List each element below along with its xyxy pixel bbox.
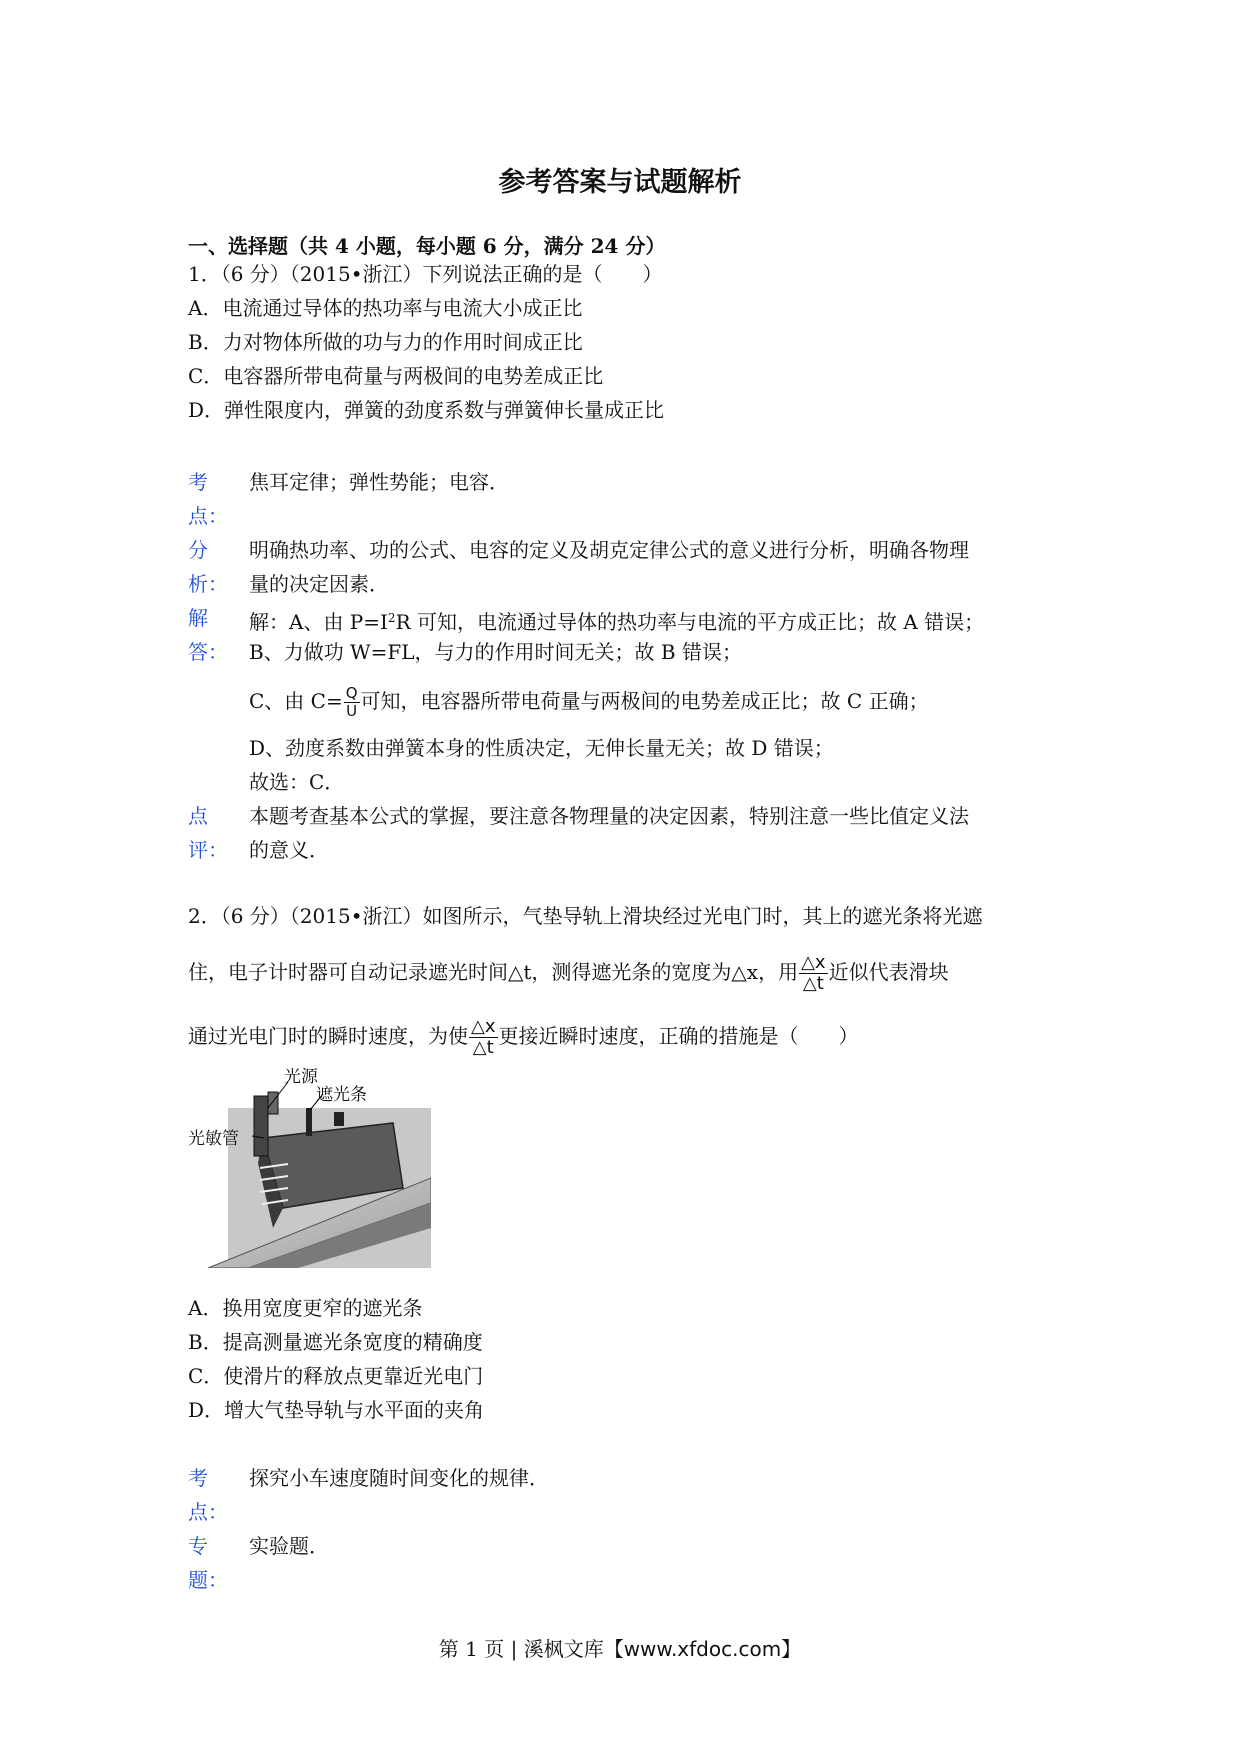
delta-fraction-1 — [799, 954, 828, 993]
q1-jieda-sup: 2 — [387, 611, 396, 625]
page-footer — [0, 1633, 1240, 1662]
q1-jieda-3b: 可知，电容器所带电荷量与两极间的电势差成正比；故 C 正确； — [360, 689, 929, 713]
q1-option-b: B．力对物体所做的功与力的作用时间成正比 — [188, 330, 583, 354]
q1-jieda-line-3 — [249, 686, 929, 719]
section-heading: 一、选择题（共 4 小题，每小题 6 分，满分 24 分） — [188, 234, 666, 258]
air-track-figure — [188, 1068, 431, 1268]
q2-stem-3a: 通过光电门时的瞬时速度，为使 — [188, 1024, 468, 1048]
q1-option-d: D．弹性限度内，弹簧的劲度系数与弹簧伸长量成正比 — [188, 398, 665, 422]
q2-zhuanti-label-1: 专 — [188, 1534, 208, 1558]
footer-site-link[interactable]: 【www.xfdoc.com】 — [603, 1637, 802, 1661]
footer-page: 第 1 页 | 溪枫文库 — [438, 1637, 604, 1661]
q2-stem-line-2 — [188, 954, 949, 993]
q1-option-a: A．电流通过导体的热功率与电流大小成正比 — [188, 296, 583, 320]
q1-jieda-label-1: 解 — [188, 606, 208, 630]
page-title: 参考答案与试题解析 — [498, 167, 742, 198]
q1-jieda-3a: C、由 C= — [249, 689, 343, 713]
q1-dianping-label-2: 评： — [188, 838, 228, 862]
q1-jieda-line-4: D、劲度系数由弹簧本身的性质决定，无伸长量无关；故 D 错误； — [249, 736, 834, 760]
q2-option-b: B．提高测量遮光条宽度的精确度 — [188, 1330, 483, 1354]
q2-stem-3b: 更接近瞬时速度，正确的措施是（ ） — [498, 1024, 859, 1048]
q1-jieda-label-2: 答： — [188, 640, 228, 664]
q1-fenxi-label-1: 分 — [188, 538, 208, 562]
q1-fenxi-label-2: 析： — [188, 572, 228, 596]
q1-jieda-line-5: 故选：C． — [249, 770, 345, 794]
delta-fraction-2 — [469, 1018, 498, 1057]
q1-jieda-1a: 解：A、由 P=I — [249, 610, 388, 634]
q2-kaodian-label-2: 点： — [188, 1500, 228, 1524]
q2-stem-line-1: 2．（6 分）（2015•浙江）如图所示，气垫导轨上滑块经过光电门时，其上的遮光条将光遮 — [188, 904, 983, 928]
fraction-denominator: △t — [802, 973, 824, 994]
fraction-numerator: △x — [801, 952, 826, 973]
q2-zhuanti-label-2: 题： — [188, 1568, 228, 1592]
q1-dianping-line-2: 的意义． — [249, 838, 329, 862]
q2-stem-2b: 近似代表滑块 — [828, 960, 949, 984]
fraction-denominator: △t — [472, 1037, 494, 1058]
q1-dianping-line-1: 本题考查基本公式的掌握，要注意各物理量的决定因素，特别注意一些比值定义法 — [249, 804, 969, 828]
q1-jieda-1b: R 可知，电流通过导体的热功率与电流的平方成正比；故 A 错误； — [395, 610, 985, 634]
q2-stem-line-3 — [188, 1018, 859, 1057]
q1-jieda-line-1 — [249, 606, 984, 634]
q1-kaodian-label-1: 考 — [188, 470, 208, 494]
q2-kaodian: 探究小车速度随时间变化的规律． — [249, 1466, 549, 1490]
fraction-denominator: U — [346, 702, 358, 720]
q1-fenxi-line-2: 量的决定因素． — [249, 572, 389, 596]
q1-kaodian: 焦耳定律；弹性势能；电容． — [249, 470, 509, 494]
label-light-source: 光源 — [284, 1068, 318, 1087]
q2-stem-2a: 住，电子计时器可自动记录遮光时间△t，测得遮光条的宽度为△x，用 — [188, 960, 799, 984]
fraction-numerator: △x — [471, 1016, 496, 1037]
q2-option-a: A．换用宽度更窄的遮光条 — [188, 1296, 423, 1320]
label-photo-tube: 光敏管 — [188, 1129, 239, 1149]
air-track-illustration — [188, 1068, 431, 1268]
q1-stem: 1．（6 分）（2015•浙江）下列说法正确的是（ ） — [188, 262, 663, 286]
q1-jieda-line-2: B、力做功 W=FL，与力的作用时间无关；故 B 错误； — [249, 640, 742, 664]
fraction-numerator: Q — [345, 684, 358, 702]
q2-option-c: C．使滑片的释放点更靠近光电门 — [188, 1364, 484, 1388]
q1-dianping-label-1: 点 — [188, 804, 208, 828]
q1-fenxi-line-1: 明确热功率、功的公式、电容的定义及胡克定律公式的意义进行分析，明确各物理 — [249, 538, 969, 562]
q2-kaodian-label-1: 考 — [188, 1466, 208, 1490]
q2-option-d: D．增大气垫导轨与水平面的夹角 — [188, 1398, 485, 1422]
q2-zhuanti: 实验题． — [249, 1534, 329, 1558]
q1-kaodian-label-2: 点： — [188, 504, 228, 528]
label-shading-strip: 遮光条 — [316, 1085, 367, 1105]
capacitance-fraction — [344, 686, 360, 719]
q1-option-c: C．电容器所带电荷量与两极间的电势差成正比 — [188, 364, 604, 388]
